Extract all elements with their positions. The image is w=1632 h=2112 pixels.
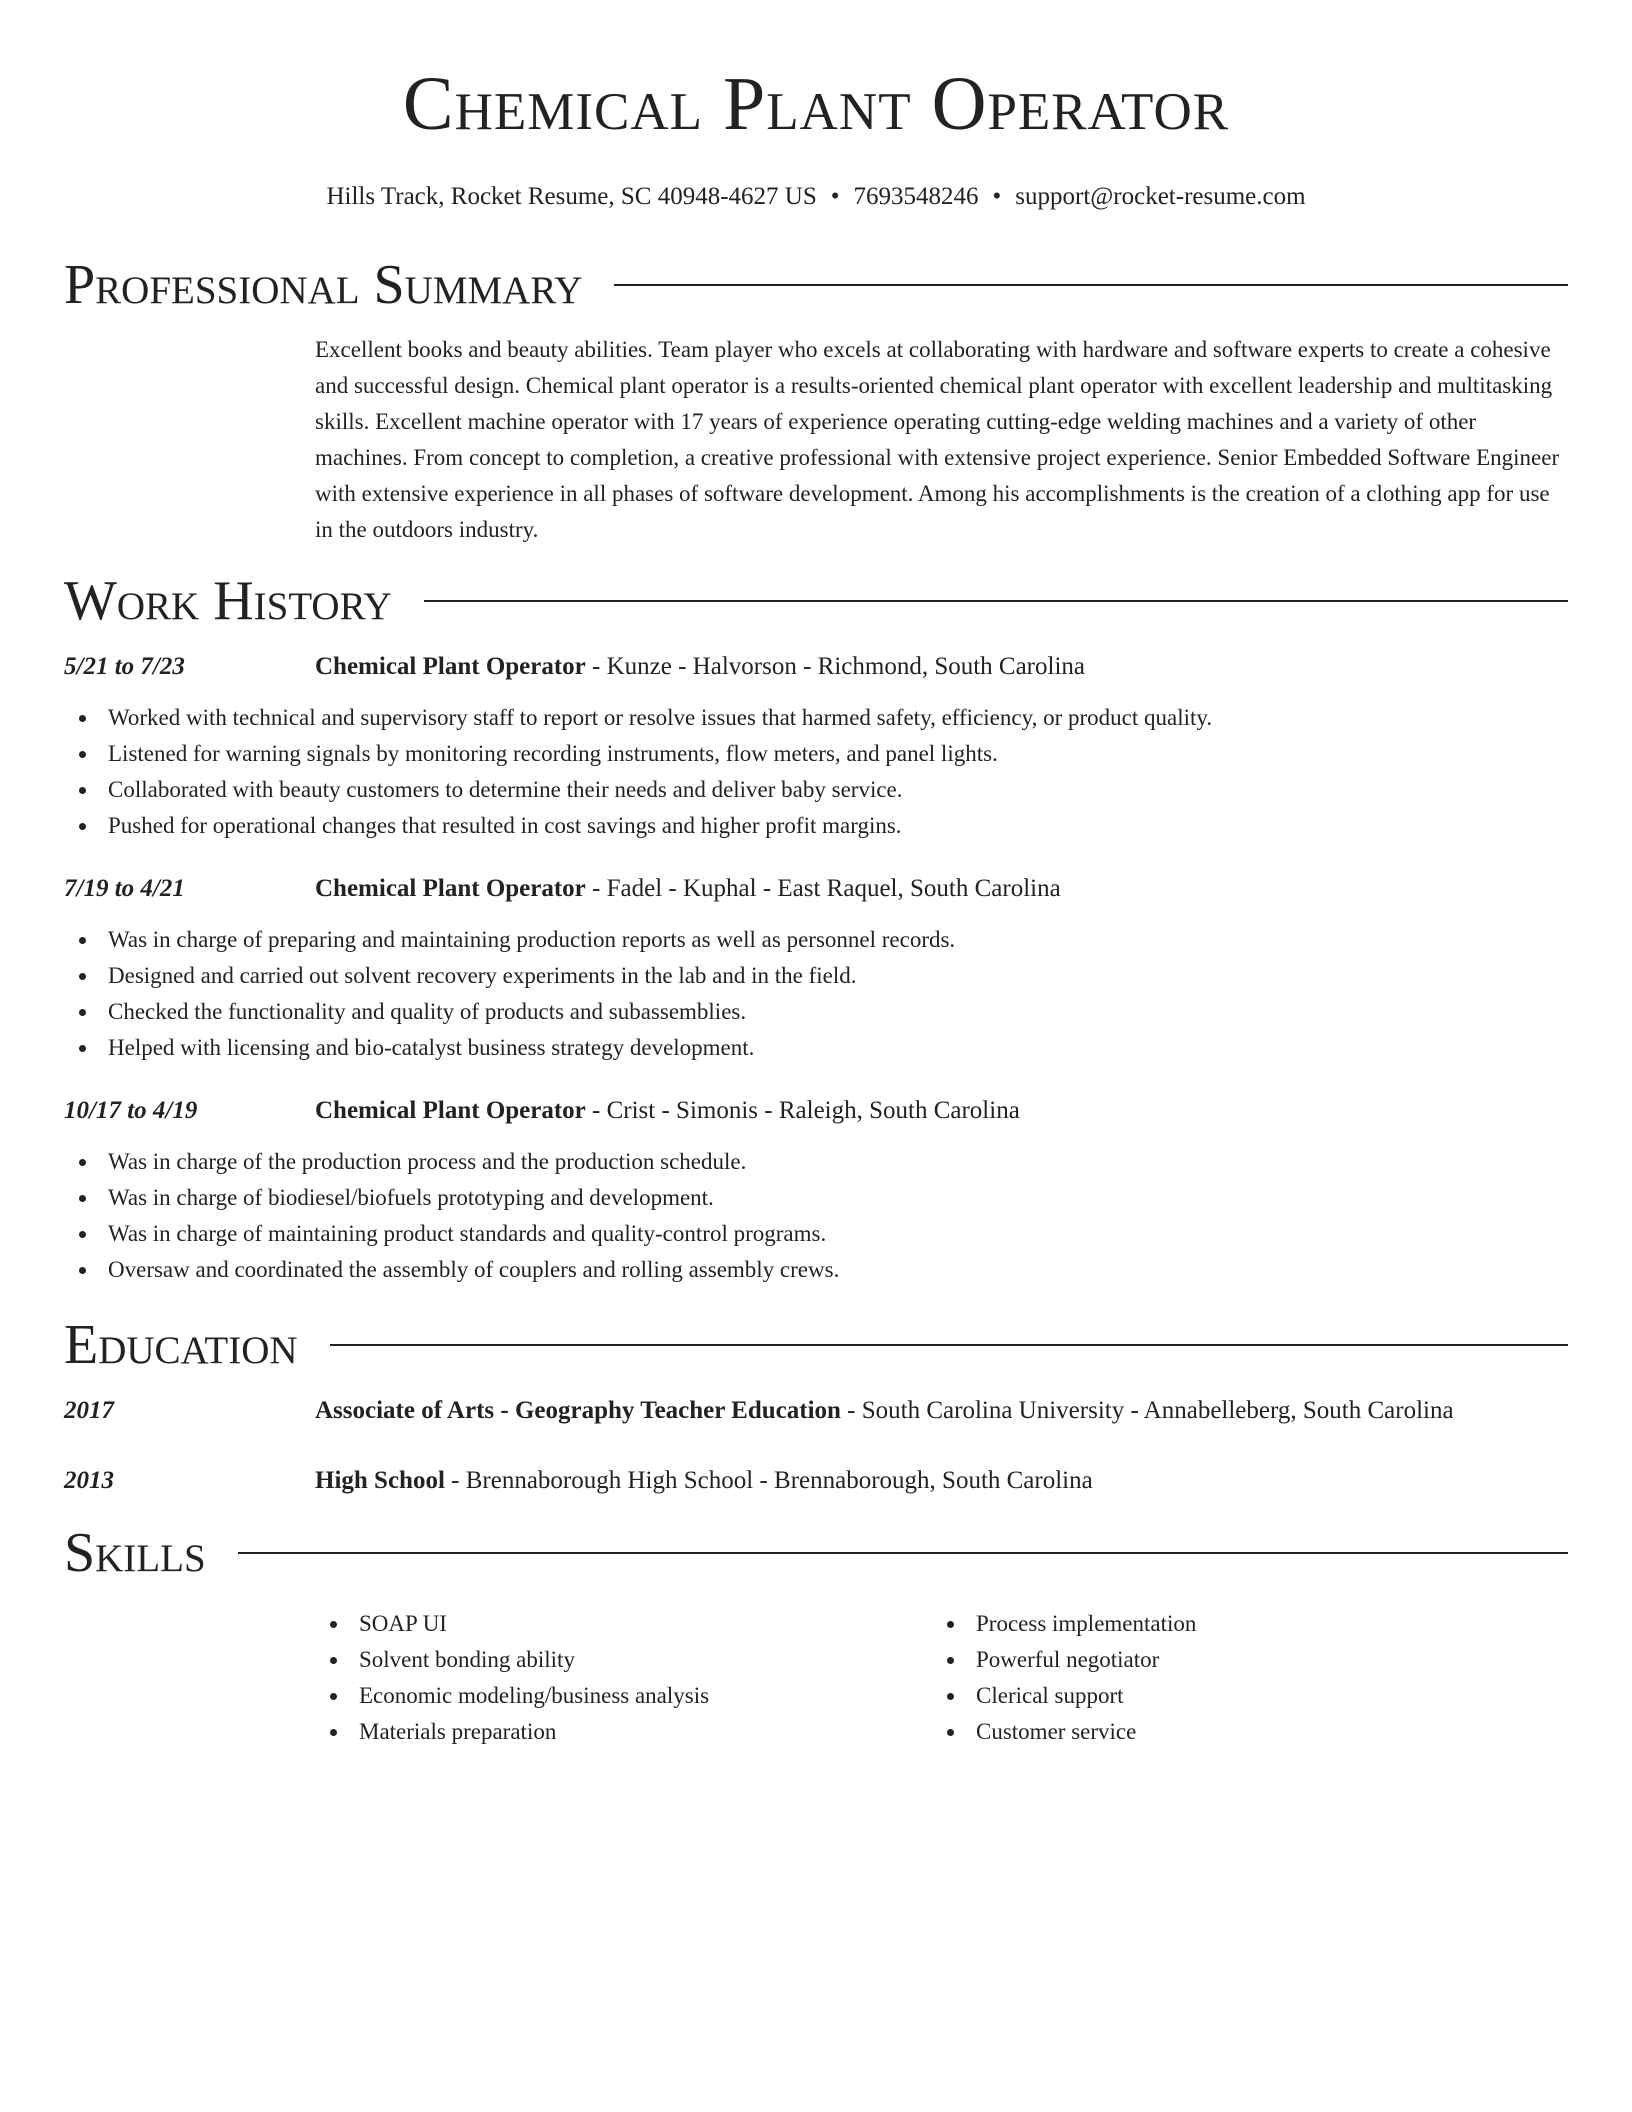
contact-address: Hills Track, Rocket Resume, SC 40948-4627 US (326, 183, 817, 210)
education-entry (64, 1464, 1568, 1498)
skill-item: Customer service (932, 1714, 1549, 1750)
contact-email[interactable]: support@rocket-resume.com (1015, 183, 1306, 210)
list-item: Worked with technical and supervisory staff to report or resolve issues that harmed safety, efficiency, or product quality. (64, 700, 1568, 736)
skills-column-left (315, 1606, 932, 1750)
education-entry (64, 1394, 1568, 1428)
job-entry (64, 872, 1568, 1066)
summary-heading: Professional Summary (64, 254, 583, 316)
skill-item: Materials preparation (315, 1714, 932, 1750)
job-employer-location: - Fadel - Kuphal - East Raquel, South Carolina (585, 875, 1061, 902)
section-divider (424, 600, 1568, 602)
job-employer-location: - Crist - Simonis - Raleigh, South Carolina (585, 1097, 1020, 1124)
job-dates: 5/21 to 7/23 (64, 653, 185, 680)
job-heading (315, 650, 1085, 684)
list-item: Was in charge of maintaining product standards and quality-control programs. (64, 1216, 1568, 1252)
skill-item: Economic modeling/business analysis (315, 1678, 932, 1714)
education-year: 2017 (64, 1397, 114, 1424)
section-divider (330, 1344, 1568, 1346)
contact-separator: • (992, 183, 1002, 210)
education-year: 2013 (64, 1467, 114, 1494)
education-section-header (64, 1310, 1568, 1380)
education-degree: Associate of Arts - Geography Teacher Education (315, 1397, 841, 1424)
contact-line (64, 180, 1568, 214)
list-item: Oversaw and coordinated the assembly of couplers and rolling assembly crews. (64, 1252, 1568, 1288)
skills-heading: Skills (64, 1522, 206, 1584)
work-heading: Work History (64, 570, 392, 632)
job-entry (64, 1094, 1568, 1288)
list-item: Listened for warning signals by monitoring recording instruments, flow meters, and panel lights. (64, 736, 1568, 772)
list-item: Checked the functionality and quality of products and subassemblies. (64, 994, 1568, 1030)
job-dates: 10/17 to 4/19 (64, 1097, 198, 1124)
job-bullets (64, 922, 1568, 1066)
job-heading (315, 872, 1061, 906)
section-divider (614, 284, 1568, 286)
skill-item: Powerful negotiator (932, 1642, 1549, 1678)
education-heading: Education (64, 1314, 298, 1376)
list-item: Pushed for operational changes that resulted in cost savings and higher profit margins. (64, 808, 1568, 844)
job-dates: 7/19 to 4/21 (64, 875, 185, 902)
education-school: - Brennaborough High School - Brennaborough, South Carolina (444, 1467, 1093, 1494)
skill-item: SOAP UI (315, 1606, 932, 1642)
skills-list (315, 1606, 1568, 1750)
job-title: Chemical Plant Operator (315, 653, 586, 680)
education-degree: High School (315, 1467, 445, 1494)
list-item: Was in charge of biodiesel/biofuels prototyping and development. (64, 1180, 1568, 1216)
job-bullets (64, 700, 1568, 844)
job-bullets (64, 1144, 1568, 1288)
section-divider (238, 1552, 1568, 1554)
resume-page (64, 0, 1568, 1750)
job-employer-location: - Kunze - Halvorson - Richmond, South Carolina (585, 653, 1085, 680)
list-item: Collaborated with beauty customers to determine their needs and deliver baby service. (64, 772, 1568, 808)
summary-text: Excellent books and beauty abilities. Team player who excels at collaborating with hardware and software experts to create a cohesive and successful design. Chemical plant operator is a results-oriented chemical plant operator with excellent leadership and multitasking skills. Excellent machine operator with 17 years of experience operating cutting-edge welding machines and a variety of other machines. From concept to completion, a creative professional with extensive project experience. Senior Embedded Software Engineer with extensive experience in all phases of software development. Among his accomplishments is the creation of a clothing app for use in the outdoors industry. (315, 337, 1560, 542)
skill-item: Clerical support (932, 1678, 1549, 1714)
list-item: Designed and carried out solvent recovery experiments in the lab and in the field. (64, 958, 1568, 994)
work-section-header (64, 566, 1568, 636)
skills-column-right (932, 1606, 1549, 1750)
list-item: Was in charge of the production process and the production schedule. (64, 1144, 1568, 1180)
skill-item: Process implementation (932, 1606, 1549, 1642)
job-heading (315, 1094, 1020, 1128)
education-heading-line (315, 1394, 1454, 1428)
skills-section-header (64, 1518, 1568, 1588)
job-title: Chemical Plant Operator (315, 1097, 586, 1124)
contact-phone: 7693548246 (853, 183, 979, 210)
job-title: Chemical Plant Operator (315, 875, 586, 902)
education-heading-line (315, 1464, 1093, 1498)
education-school: - South Carolina University - Annabelleberg, South Carolina (840, 1397, 1454, 1424)
list-item: Was in charge of preparing and maintaining production reports as well as personnel records. (64, 922, 1568, 958)
list-item: Helped with licensing and bio-catalyst business strategy development. (64, 1030, 1568, 1066)
contact-separator: • (830, 183, 840, 210)
skill-item: Solvent bonding ability (315, 1642, 932, 1678)
job-entry (64, 650, 1568, 844)
candidate-name: Chemical Plant Operator (402, 62, 1230, 146)
summary-section-header (64, 250, 1568, 320)
